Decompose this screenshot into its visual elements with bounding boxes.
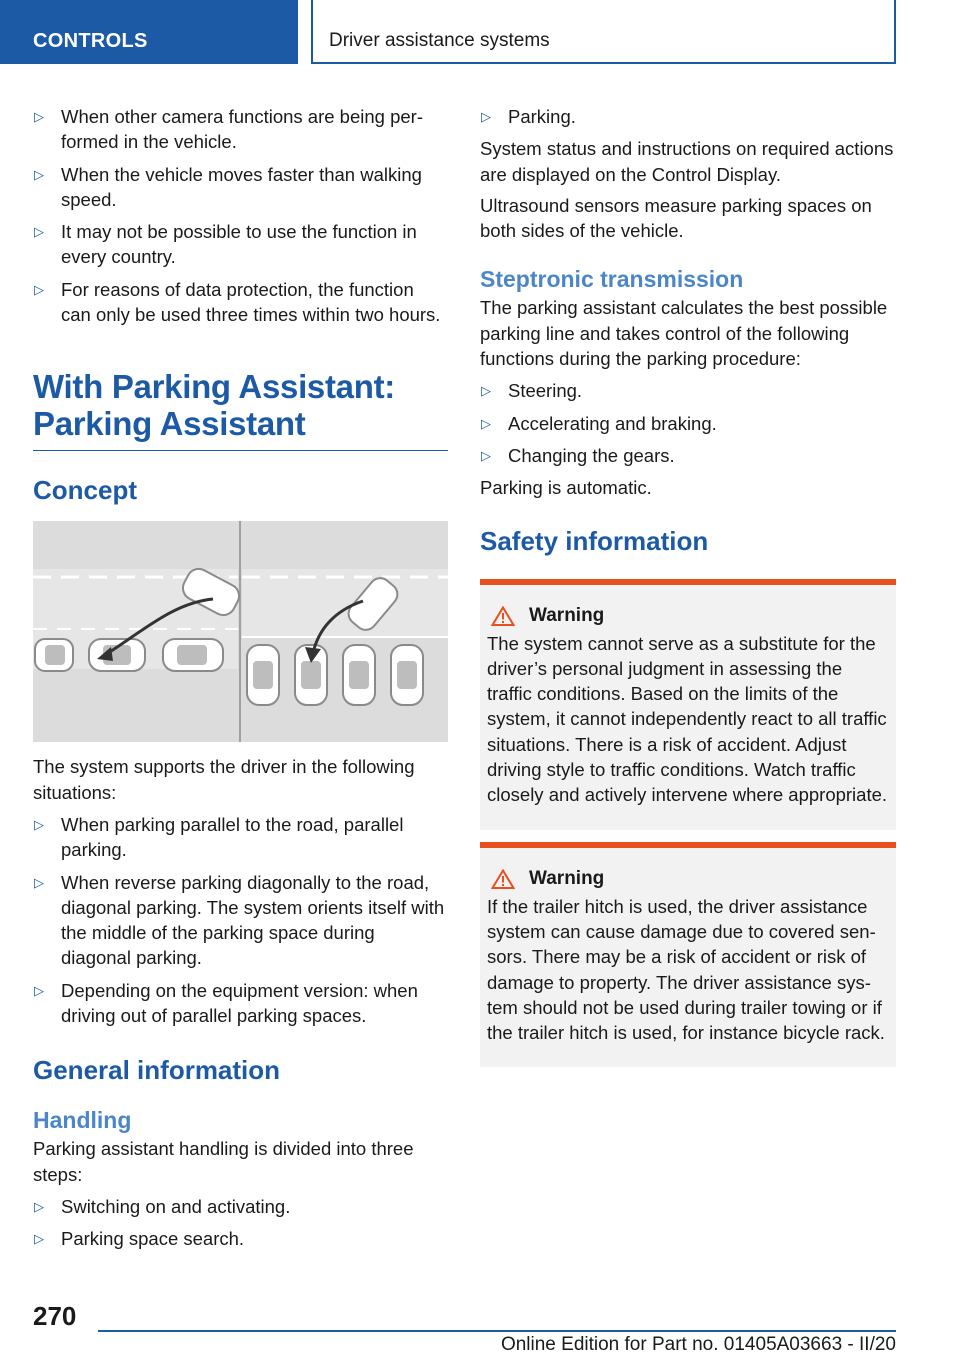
- triangle-bullet-icon: ▷: [34, 224, 44, 240]
- left-column: [33, 104, 448, 1259]
- steptronic-text: The parking assistant calculates the best possible parking line and takes control of the following functions during the parking procedure:: [480, 297, 888, 370]
- right-column: [480, 104, 896, 1067]
- continued-bullet-list: [480, 104, 896, 129]
- footer-rule: [98, 1330, 896, 1332]
- intro-bullet-list: [33, 104, 448, 327]
- list-item: ▷ When other camera functions are being performed in the vehicle.: [34, 106, 423, 153]
- triangle-bullet-icon: ▷: [34, 982, 44, 998]
- automatic-text: Parking is automatic.: [480, 477, 652, 499]
- list-item: ▷ For reasons of data protection, the function can only be used three times within two hours.: [34, 278, 441, 326]
- concept-text: The system supports the driver in the following situations:: [33, 756, 415, 803]
- triangle-bullet-icon: ▷: [34, 1198, 44, 1214]
- warning-box: [480, 842, 896, 1068]
- edition-text: Online Edition for Part no. 01405A03663 - II/20: [500, 1334, 896, 1355]
- triangle-bullet-icon: ▷: [481, 447, 491, 463]
- list-item: ▷ Depending on the equipment version: when driving out of parallel parking spaces.: [34, 979, 418, 1027]
- triangle-bullet-icon: ▷: [34, 1231, 44, 1247]
- main-heading: With Parking Assistant: Parking Assistant: [33, 368, 448, 451]
- warning-triangle-icon: [491, 606, 515, 626]
- warning-text: The system cannot serve as a substitute for the driver’s personal judgment in assessing the traffic conditions. Based on the limits of the system, it cannot independently react to all traffic situations. There is a risk of accident. Adjust driving style to traffic conditions. Watch traffic closely and actively intervene where appropriate.: [487, 632, 888, 806]
- triangle-bullet-icon: ▷: [34, 281, 44, 297]
- status-text: System status and instructions on required actions are displayed on the Control Display.: [480, 138, 894, 185]
- ultrasound-text: Ultrasound sensors measure parking spaces on both sides of the vehicle.: [480, 194, 872, 242]
- warning-title: Warning: [487, 605, 888, 627]
- warning-triangle-icon: [491, 869, 515, 889]
- concept-heading: Concept: [33, 475, 137, 506]
- list-item: ▷ Changing the gears.: [480, 443, 896, 468]
- parking-illustration: [33, 521, 448, 742]
- triangle-bullet-icon: ▷: [481, 383, 491, 399]
- handling-heading: Handling: [33, 1107, 132, 1134]
- general-information-heading: General information: [33, 1055, 281, 1086]
- triangle-bullet-icon: ▷: [34, 874, 44, 890]
- section-tab: CONTROLS: [0, 0, 298, 64]
- list-item: ▷ Parking space search.: [33, 1226, 448, 1251]
- page-number: 270: [33, 1301, 77, 1331]
- list-item: ▷ Steering.: [480, 378, 896, 403]
- list-item: ▷ When parking parallel to the road, parallel parking.: [34, 813, 404, 861]
- list-item: ▷ Switching on and activating.: [33, 1194, 448, 1219]
- triangle-bullet-icon: ▷: [481, 109, 491, 124]
- safety-information-heading: Safety information: [480, 525, 709, 556]
- warning-box: [480, 579, 896, 830]
- parking-diagram-graphic: [33, 521, 448, 742]
- steptronic-bullet-list: [480, 378, 896, 468]
- list-item: ▷ Parking.: [480, 104, 896, 129]
- triangle-bullet-icon: ▷: [34, 816, 44, 832]
- triangle-bullet-icon: ▷: [481, 415, 491, 431]
- list-item: ▷ It may not be possible to use the function in every country.: [34, 221, 417, 268]
- list-item: ▷ When the vehicle moves faster than walking speed.: [34, 163, 422, 210]
- handling-text: Parking assistant handling is divided into three steps:: [33, 1138, 414, 1185]
- triangle-bullet-icon: ▷: [34, 109, 44, 124]
- list-item: ▷ When reverse parking diagonally to the road, diagonal parking. The system orients itself with the middle of the parking space during diagonal parking.: [34, 871, 445, 969]
- warning-text: If the trailer hitch is used, the driver assistance system can cause damage due to covered sensors. There may be a risk of accident or risk of damage to property. The driver assistance system should not be used during trailer towing or if the trailer hitch is used, for instance bicycle rack.: [487, 895, 885, 1044]
- list-item: ▷ Accelerating and braking.: [480, 411, 896, 436]
- concept-bullet-list: [33, 812, 448, 1028]
- triangle-bullet-icon: ▷: [34, 166, 44, 182]
- warning-title: Warning: [487, 868, 888, 890]
- chapter-title: Driver assistance systems: [311, 0, 896, 64]
- handling-bullet-list: [33, 1194, 448, 1252]
- steptronic-heading: Steptronic transmission: [480, 266, 744, 293]
